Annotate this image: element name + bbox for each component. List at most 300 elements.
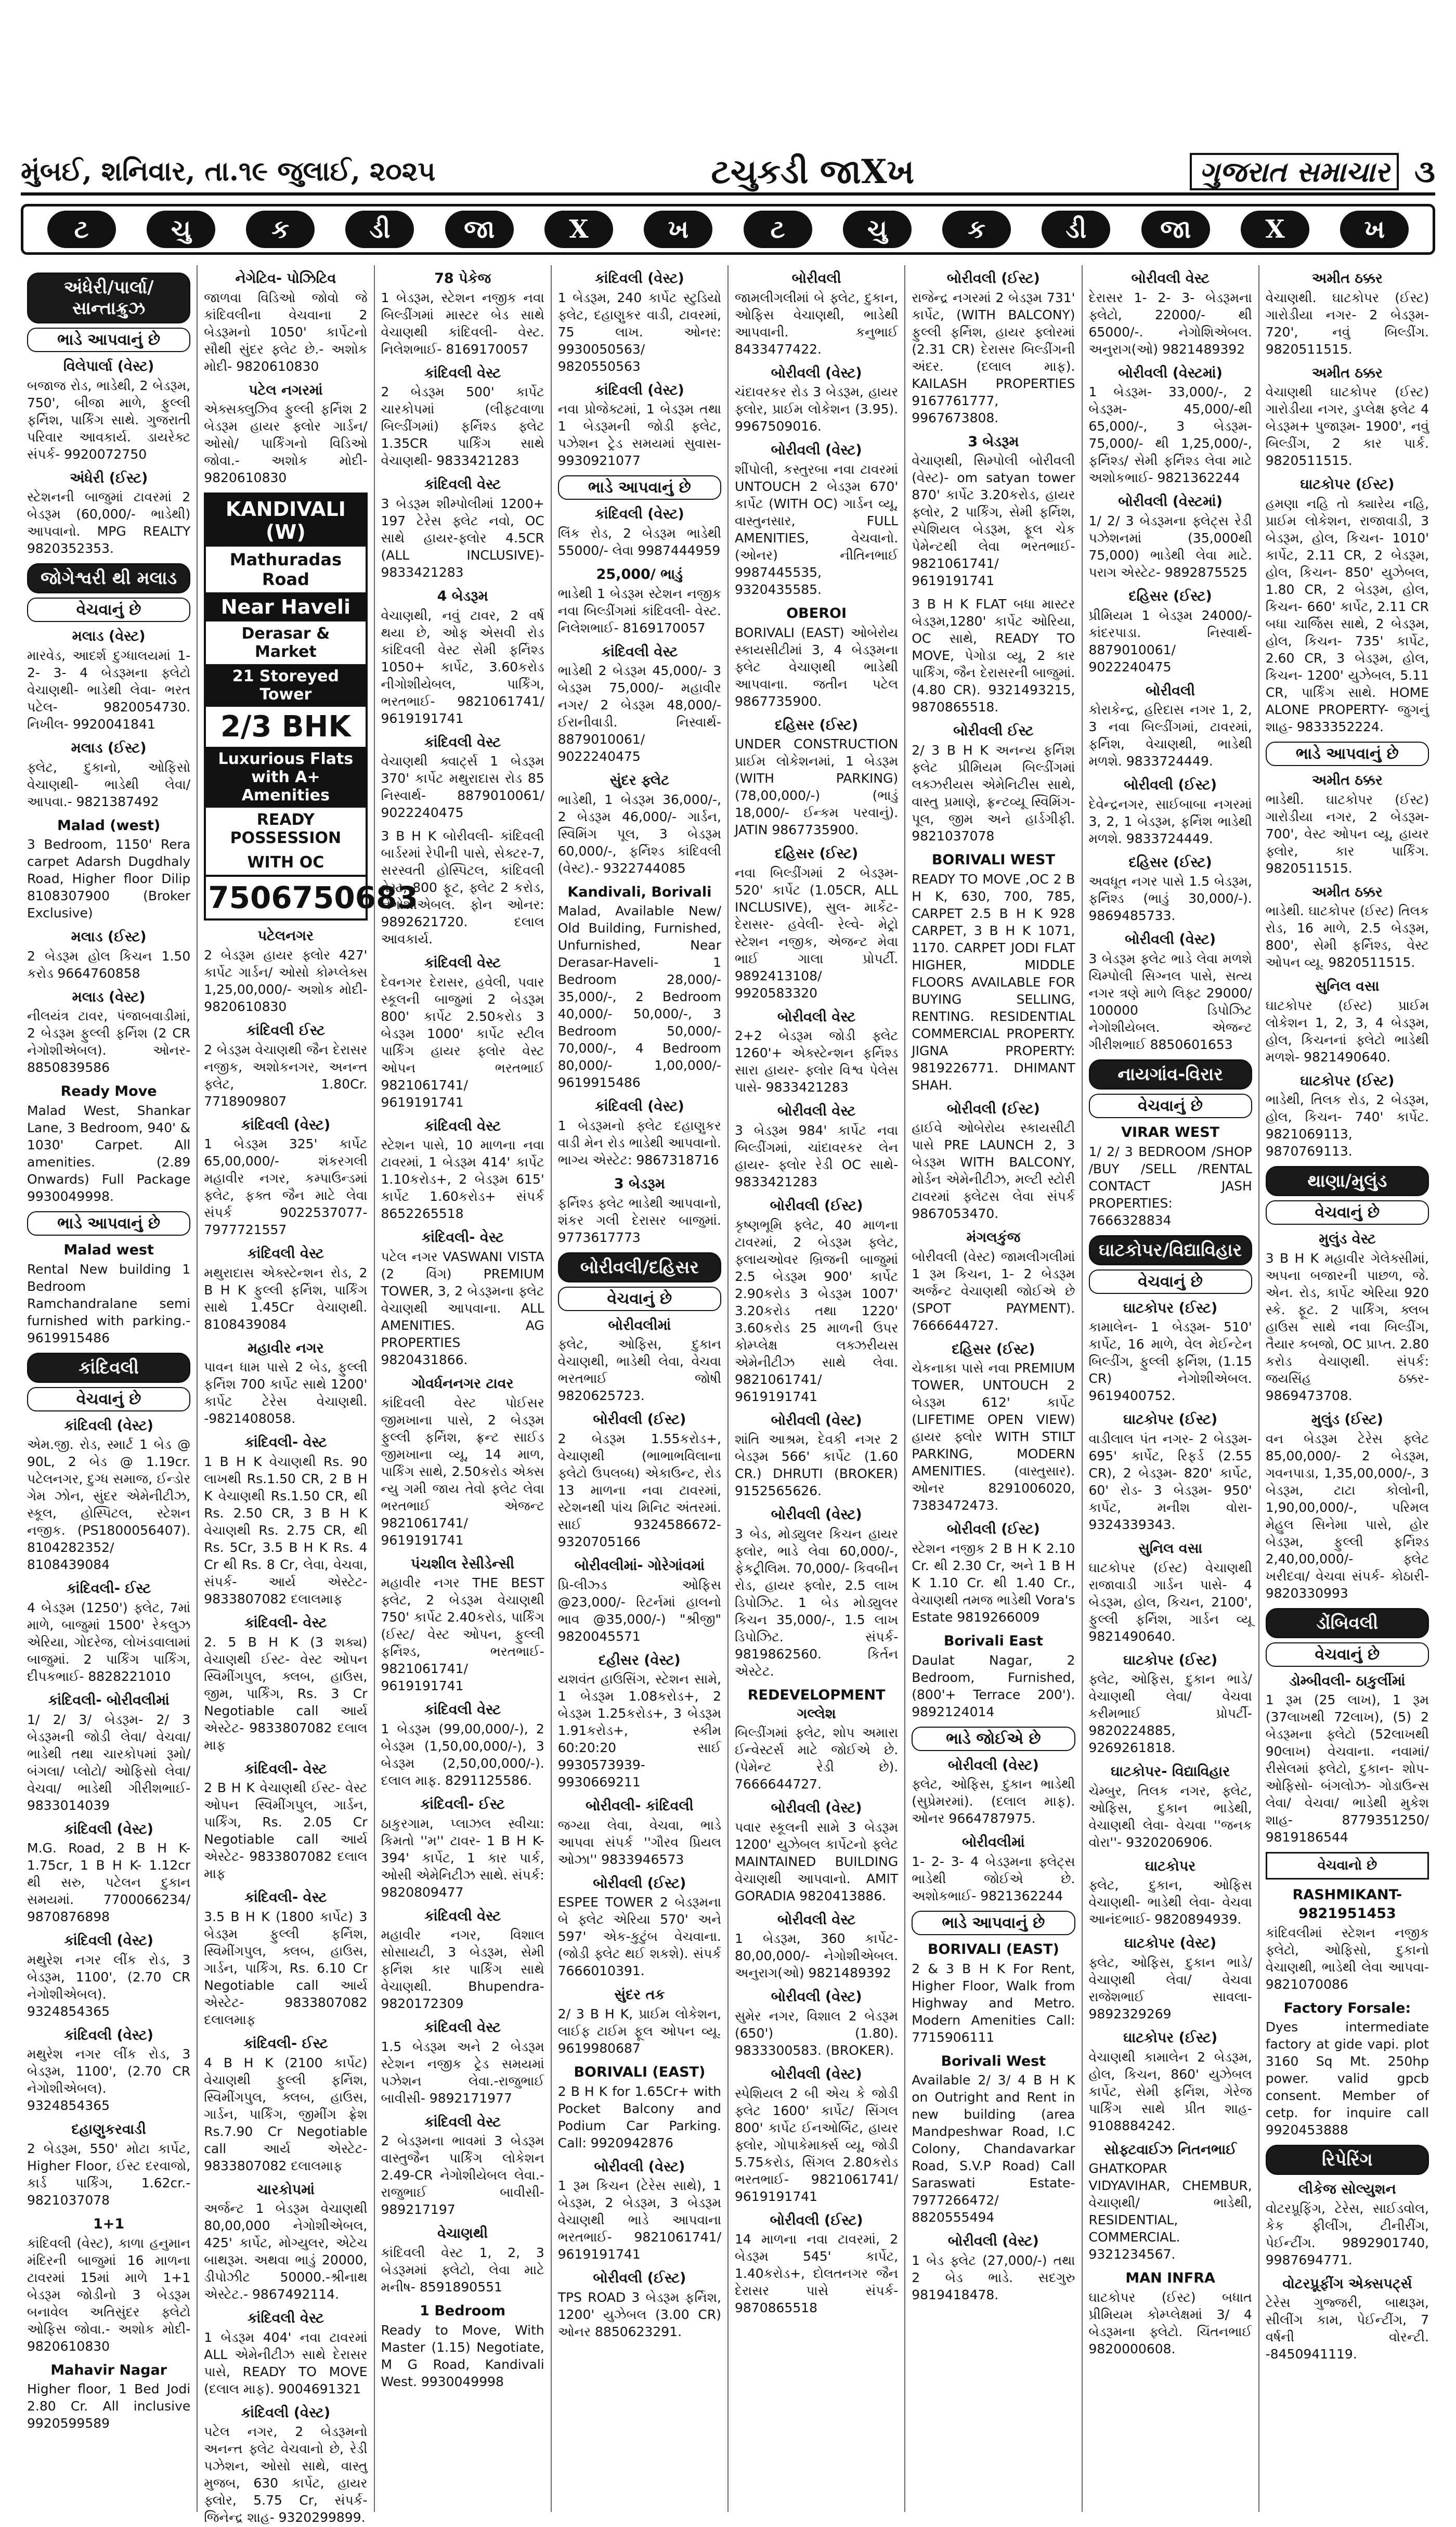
classified-ad xyxy=(912,433,1075,590)
ad-text: GHATKOPAR VIDYAVIHAR, CHEMBUR, વેચાણથી/ ભાડેથી, RESIDENTIAL, COMMERCIAL. 9321234567. xyxy=(1088,2161,1252,2262)
ad-text: 3 બેડરૂમ 984' કાર્પેટ નવા બિલ્ડીંગમાં, ચાંદાવરકર લેન હાયર- ફ્લોર રેડી OC સાથે- 9833421283 xyxy=(735,1123,899,1189)
ad-text: 3 બેડરૂમ ફ્લેટ ભાડે લેવા મળશે ચિમ્પોલી સિગ્નલ પાસે, સત્ય નગર ત્રણે માળે લિફ્ટ 29000/ 100000 ડિપોઝિટ નેગોશીયેબલ. એજન્ટ ગીરીશભાઈ 8850601653 xyxy=(1088,951,1252,1052)
ad-text: 3 Bedroom, 1150' Rera carpet Adarsh Dugdhaly Road, Higher floor Dilip 8108307900 (Broker Exclusive) xyxy=(27,837,191,921)
ad-text: પટેલ નગર VASWANI VISTA (2 વિંગ) PREMIUM TOWER, 3, 2 બેડરૂમના ફ્લેટ વેચાણથી આપવાના. ALL AMENITIES. AG PROPERTIES 9820431866. xyxy=(381,1249,544,1367)
classified-ad xyxy=(381,1375,544,1549)
ad-text: ભાડેથી. ઘાટકોપર (ઈસ્ટ) તિલક રોડ, 16 માળે, 2.5 બેડરૂમ, 800', સેમી ફર્નિશ્ડ, વેસ્ટ ઓપન વ્યૂ. 9820511515. xyxy=(1265,903,1429,970)
ad-heading: બોરીવલી (ઈસ્ટ) xyxy=(593,2270,686,2287)
ad-heading: કાંદિવલી (વેસ્ટ) xyxy=(64,1417,154,1434)
classified-ad xyxy=(381,1907,544,2013)
section-title: રિપેરિંગ xyxy=(1266,2145,1429,2175)
classified-ad xyxy=(381,475,544,581)
ad-text: વેચાણથી, નવું ટાવર, 2 વર્ષ થયા છે, ઓફ એસવી રોડ કાંદિવલી વેસ્ટ સેમી ફર્નિશ્ડ 1050+ કાર્પેટ, 3.60કરોડ નીગોશીયેબલ, પાર્કિંગ, ભરતભાઈ- 9821061741/ 9619191741 xyxy=(381,607,544,726)
column-3 xyxy=(374,265,551,2512)
classified-ad xyxy=(204,1614,367,1754)
classified-ad xyxy=(381,2302,544,2390)
ad-heading: કાંદિવલી વેસ્ટ xyxy=(424,365,501,381)
classified-ad xyxy=(558,1557,721,1645)
ad-text: Daulat Nagar, 2 Bedroom, Furnished, (800'+ Terrace 200'). 9892124014 xyxy=(912,1652,1075,1719)
ad-text: 1 બેડરૂમ 404' નવા ટાવરમાં ALL એમેનીટીઝ સાથે દેરાસર પાસે, READY TO MOVE (દલાલ માફ). 9004691321 xyxy=(204,2329,368,2396)
banner-letter: ડી xyxy=(1042,211,1110,248)
ad-text: 1 બેડરૂમ 325' કાર્પેટ 65,00,000/- શંકરગલી મહાવીર નગર, કમ્પાઉન્ડમાં ફ્લેટ, ફક્ત જૈન માટે લેવા સંપર્ક 9022537077- 7977721557 xyxy=(204,1136,368,1238)
banner-letter: ટ xyxy=(47,211,116,248)
ad-text: એક્સક્લુઝિવ ફુલ્લી ફર્નિશ 2 બેડરૂમ હાયર ફ્લોર ગાર્ડન/ ઓસો/ પાર્કિંગનો વિડિઓ જોવા.- અશોક મોદી- 9820610830 xyxy=(204,401,368,486)
ad-text: 3 બેડ, મોડ્યુલર કિચન હાયર ફ્લોર, ભાડે લેવા 60,000/-, ફેકટ્રીલિમ. 70,000/- કિવબીન રોડ, હાયર ફ્લોર, 2.5 લાખ ડિપોઝિટ. 1 બેડ મોડ્યુલર કિચન 35,000/-, 1.5 લાખ ડિપોઝિટ. સંપર્ક- 9819862560. કિર્તન એસ્ટેટ. xyxy=(735,1526,899,1679)
ad-heading: કાંદિવલી- વેસ્ટ xyxy=(244,1889,327,1906)
column-6 xyxy=(904,265,1081,2512)
classified-ad xyxy=(27,739,190,810)
ad-heading: BORIVALI WEST xyxy=(931,851,1055,868)
classified-ad xyxy=(912,1520,1075,1626)
ad-text: 1 રૂમ (25 લાખ), 1 રૂમ (37લાખથી 72લાખ), (5) 2 બેડરૂમના ફ્લેટો (52લાખથી 90લાખ) વેચવાના. નવામાં/ રીસેલમાં ફ્લેટો, દુકાન- શોપ- ઓફિસો- બંગલોઝ- ગોડાઉન્સ લેવા/ વેચવા/ ભાડેથી મુકેશ શાહ- 8779351250/ 9819186544 xyxy=(1265,1692,1429,1845)
classified-ad xyxy=(735,1911,898,1982)
ad-text: ટેરેસ ગુજ્જરી, બાથરૂમ, સીલીંગ કામ, પેઈન્ટીંગ, 7 વર્ષની વોરન્ટી. -8450941119. xyxy=(1265,2295,1429,2362)
display-ad-line1: KANDIVALI (W) xyxy=(206,495,365,547)
ad-text: શાંતિ આશ્રમ, દેવકી નગર 2 બેડરૂમ 566' કાર્પેટ (1.60 CR.) DHRUTI (BROKER) 9152565626. xyxy=(735,1432,899,1499)
ad-heading: બોરીવલી (ઈસ્ટ) xyxy=(770,1198,863,1214)
ad-text: 1 રૂમ કિચન (ટેરેસ સાથે), 1 બેડરૂમ, 2 બેડરૂમ, 3 બેડરૂમ વેચાણથી ભાડે આપવાના ભરતભાઈ- 9821061741/ 9619191741 xyxy=(557,2178,721,2262)
ad-text: વોટરપ્રૂફિંગ, ટેરેસ, સાઈડવોલ, કેક ફીલીંગ, ટીનીરીંગ, પેઈન્ટીંગ. 9892901740, 9987694771. xyxy=(1265,2200,1429,2267)
classified-ad xyxy=(735,1686,898,1793)
ad-text: જગ્યા લેવા, વેચવા, ભાડે આપવા સંપર્ક ''ગૌરવ પ્રિયલ ઓઝા'' 9833946573 xyxy=(557,1817,721,1867)
ad-text: 1 બેડરૂમ- 33,000/-, 2 બેડરૂમ- 45,000/-થી 65,000/-, 3 બેડરૂમ- 75,000/- થી 1,25,000/-, ફર્નિશ્ડ/ સેમી ફર્નિશ્ડ લેવા માટે અશોકભાઈ- 9821362244 xyxy=(1088,384,1252,486)
ad-heading: મલાડ (વેસ્ટ) xyxy=(72,628,146,645)
ad-text: 1 બેડરૂમ, 240 કાર્પેટ સ્ટુડિયો ફ્લેટ, દહાણુકર વાડી, ટાવરમાં, 75 લાખ. ઓનર: 9930050563/ 9820550563 xyxy=(557,290,721,374)
ad-text: Malad, Available New/ Old Building, Furnished, Unfurnished, Near Derasar-Haveli- 1 Bedroom 28,000/- 35,000/-, 2 Bedroom 40,000/- 50,000/-, 3 Bedroom 50,000/- 70,000/-, 4 Bedroom 80,000/- 1,00,000/- 9619915486 xyxy=(557,903,721,1091)
ad-heading: બોરીવલી xyxy=(791,270,841,287)
ad-text: દેવનગર દેરાસર, હવેલી, પવાર સ્કૂલની બાજુમાં 2 બેડરૂમ 800' કાર્પેટ 2.50કરોડ 3 બેડરૂમ 1000' કાર્પેટ સ્ટીલ પાર્કિંગ હાયર ફ્લોર વેસ્ટ ઓપન ભરતભાઈ 9821061741/ 9619191741 xyxy=(381,974,544,1110)
ad-heading: બોરીવલી (વેસ્ટ) xyxy=(594,2158,685,2175)
classified-ad xyxy=(381,1701,544,1789)
ad-text: READY TO MOVE ,OC 2 B H K, 630, 700, 785, CARPET 2.5 B H K 928 CARPET, 3 B H K 1071, 1170. CARPET JODI FLAT HIGHER, MIDDLE FLOORS AVAILABLE FOR BUYING SELLING, RENTING. RESIDENTIAL COMMERCIAL PROPERTY. JIGNA PROPERTY: 9819226771. DHIMANT SHAH. xyxy=(912,871,1075,1093)
ad-text: Rental New building 1 Bedroom Ramchandralane semi furnished with parking.- 9619915486 xyxy=(27,1261,191,1345)
ad-text: 3.5 B H K (1800 કાર્પેટ) 3 બેડરૂમ ફુલ્લી ફર્નિશ, સ્વિમીંગપુલ, ક્લબ, હાઉસ, ગાર્ડન, પાર્કિંગ, Rs. 6.10 Cr Negotiable call આર્ય એસ્ટેટ- 9833807082 દલાલમાફ xyxy=(204,1909,368,2027)
ad-heading: દહીસર (વેસ્ટ) xyxy=(598,1652,681,1668)
ad-heading: પંચશીલ રેસીડેન્સી xyxy=(411,1556,515,1572)
ad-heading: કાંદિવલી (વેસ્ટ) xyxy=(241,2404,331,2421)
ad-heading: કાંદિવલી- વેસ્ટ xyxy=(244,1434,327,1451)
ad-text: મહાવીર નગર, વિશાલ સોસાયટી, 3 બેડરૂમ, સેમી ફર્નિશ કાર પાર્કિંગ સાથે વેચાણથી. Bhupendra- 9820172309 xyxy=(381,1927,544,2012)
ad-text: કાંદિવલી વેસ્ટ 1, 2, 3 બેડરૂમમાં ફ્લેટો, લેવા માટે મનીષ- 8591890551 xyxy=(381,2245,544,2295)
ad-text: નવા બિલ્ડીંગમાં 2 બેડરૂમ- 520' કાર્પેટ (1.05CR, ALL INCLUSIVE), સુલ- માર્કેટ- દેરાસર- હવેલી- રેલ્વે- મેટ્રો સ્ટેશન નજીક, એજન્ટ મેવા ભાઈ ગાલા પ્રોપર્ટી. 9892413108/ 9920583320 xyxy=(735,865,899,1001)
classified-ad xyxy=(27,817,190,922)
ad-heading: વિલેપાર્લા (વેસ્ટ) xyxy=(63,358,154,374)
ad-text: 2+2 બેડરૂમ જોડી ફ્લેટ 1260'+ એક્સ્ટેન્શન ફર્નિશ્ડ સારા હાયર- ફ્લોર વિશ્વ પેલેસ પાસે- 9833421283 xyxy=(735,1028,899,1095)
classified-ad xyxy=(735,845,898,1002)
classified-ad xyxy=(1089,2029,1252,2134)
ad-heading: Malad (west) xyxy=(57,817,161,834)
ad-heading: Kandivali, Borivali xyxy=(567,884,712,900)
ad-heading: કાંદિવલી વેસ્ટ xyxy=(424,2019,501,2036)
section-subtitle: વેચવાનું છે xyxy=(1089,1094,1252,1118)
ad-heading: લીકેજ સોલ્યુશન xyxy=(1298,2181,1396,2198)
ad-text: 1/ 2/ 3/ બેડરૂમ- 2/ 3 બેડરૂમની જોડી લેવા/ વેચવા/ ભાડેથી તથા ચારકોપમાં રૂમો/ બંગલા/ પ્લોટો/ ઓફિસો લેવા/ વેચવા/ ભાડેથી ગીરીશભાઈ- 9833014039 xyxy=(27,1712,191,1813)
classified-ad xyxy=(558,1797,721,1868)
classified-ad xyxy=(912,1632,1075,1720)
banner-letter: ચુ xyxy=(843,211,912,248)
ad-text: 1 બેડરૂમ, 360 કાર્પેટ- 80,00,000/- નેગોશીએબલ. અનુરાગ(ઓ) 9821489392 xyxy=(735,1931,899,1981)
ad-heading: ચારકોપમાં xyxy=(256,2181,315,2198)
ad-heading: કાંદિવલી વેસ્ટ xyxy=(424,1702,501,1718)
classified-ad xyxy=(204,2181,367,2303)
classified-ad xyxy=(912,851,1075,1094)
ad-text: 1- 2- 3- 4 બેડરૂમના ફ્લેટ્સ ભાડેથી જોઈએ છે. અશોકભાઈ- 9821362244 xyxy=(912,1854,1075,1903)
classified-ad xyxy=(27,1082,190,1205)
ad-heading: ઘાટકોપર (ઈસ્ટ) xyxy=(1123,1652,1218,1668)
ad-heading: બોરીવલી (વેસ્ટ) xyxy=(771,365,862,381)
column-7 xyxy=(1082,265,1258,2512)
classified-ad xyxy=(1089,1763,1252,1851)
ad-text: પટેલ નગર, 2 બેડરૂમનો અનન્ત ફ્લેટ વેચવાનો છે, રેડી પઝેશન, ઓસો સાથે, વાસ્તુ મુજબ, 630 કાર્પેટ, હાયર ફ્લોર, 5.75 Cr, સંપર્ક- જિનેન્દ્ર શાહ- 9320299899. xyxy=(204,2424,368,2525)
display-ad-phone: 7506750683 xyxy=(206,875,365,918)
classified-ad xyxy=(381,587,544,727)
classified-ad xyxy=(558,1651,721,1791)
section-header xyxy=(1089,1059,1252,1118)
classified-ad xyxy=(27,1241,190,1346)
ad-text: કામાલેન- 1 બેડરૂમ- 510' કાર્પેટ, 16 માળે, વેલ મેઈન્ટેન બિલ્ડીંગ, ફુલ્લી ફર્નિશ, (1.15 CR) નેગોશીએબલ. 9619400752. xyxy=(1088,1319,1252,1404)
ad-text: યશવંત હાઉસિંગ, સ્ટેશન સામે, 1 બેડરૂમ 1.08કરોડ+, 2 બેડરૂમ 1.25કરોડ+, 3 બેડરૂમ 1.91કરોડ+, સ્કીમ 60:20:20 સાઈ 9930573939- 9930669211 xyxy=(557,1671,721,1790)
ad-text: વેચાણથી. ઘાટકોપર (ઈસ્ટ) ગારોડીયા નગર- 2 બેડરૂમ- 720', નવું બિલ્ડીંગ. 9820511515. xyxy=(1265,290,1429,357)
classified-ad xyxy=(735,269,898,358)
ad-heading: બોરીવલી (ઈસ્ટ) xyxy=(946,1100,1040,1117)
classified-ad xyxy=(1266,977,1429,1066)
ad-heading: બોરીવલી (ઈસ્ટ) xyxy=(1124,777,1217,794)
ad-text: 2 બેડરૂમ હોલ કિચન 1.50 કરોડ 9664760858 xyxy=(27,948,191,981)
ad-heading: મલાડ (ઈસ્ટ) xyxy=(71,740,147,756)
ad-heading: Borivali West xyxy=(941,2053,1046,2069)
ad-text: મથુરાદાસ એક્સ્ટેન્શન રોડ, 2 B H K ફુલ્લી ફર્નિશ, પાર્કિંગ સાથે 1.45Cr વેચાણથી. 8108439084 xyxy=(204,1265,368,1332)
classified-ad xyxy=(204,1433,367,1608)
classified-ad xyxy=(204,269,367,375)
classified-ad xyxy=(1266,1230,1429,1404)
section-subtitle: વેચવાનું છે xyxy=(1266,1200,1429,1225)
ad-text: ઘાટકોપર (ઈસ્ટ) વેચાણથી રાજાવાડી ગાર્ડન પાસે- 4 બેડરૂમ, હોલ, કિચન, 2100', ફુલ્લી ફર્નિશ, ગાર્ડન વ્યૂ 9821490640. xyxy=(1088,1560,1252,1644)
ad-heading: વેચાણથી xyxy=(437,2225,488,2242)
ad-heading: કાંદિવલી વેસ્ટ xyxy=(424,2114,501,2130)
ad-heading: અમીત ઠક્કર xyxy=(1311,365,1383,381)
section-header xyxy=(1266,742,1429,766)
classified-ad xyxy=(1089,269,1252,358)
ad-text: 2 બેડરૂમના ભાવમાં 3 બેડરૂમ વાસ્તુજૈન પાર્કિંગ લોકેશન 2.49-CR નેગોશીયેબલ લેવા.- રાજુભાઈ બાવીસી- 989217197 xyxy=(381,2133,544,2218)
ad-heading: બોરીવલી (ઈસ્ટ) xyxy=(593,1411,686,1428)
ad-heading: કાંદિવલી- વેસ્ટ xyxy=(244,1615,327,1631)
ad-heading: કાંદિવલી વેસ્ટ xyxy=(424,476,501,493)
section-title: અંધેરી/પાર્લા/સાન્તાક્રુઝ xyxy=(27,273,190,323)
ad-text: ફર્નિશ્ડ ફ્લેટ ભાડેથી આપવાનો, શંકર ગલી દેરાસર બાજુમાં. 9773617773 xyxy=(557,1195,721,1245)
classified-ad xyxy=(558,1175,721,1246)
ad-text: પ્રિ-લીઝ્ડ ઓફિસ @23,000/- રિટર્નમાં હાલનો ભાવ @35,000/-) "શ્રીજી" 9820045571 xyxy=(557,1577,721,1644)
classified-ad xyxy=(735,716,898,839)
ad-heading: Factory Forsale: xyxy=(1283,2000,1411,2016)
section-title: જોગેશ્વરી થી મલાડ xyxy=(27,563,190,593)
ad-heading: 3 બેડરૂમ xyxy=(614,1176,665,1192)
classified-ad xyxy=(27,1820,190,1926)
ad-heading: દહિસર (ઈસ્ટ) xyxy=(1128,588,1212,604)
ad-heading: Borivali East xyxy=(943,1633,1043,1649)
ad-heading: કાંદિવલી વેસ્ટ xyxy=(247,1246,324,1262)
ad-heading: બોરીવલી (વેસ્ટ) xyxy=(771,1989,862,2005)
ad-text: વન બેડરૂમ ટેરેસ ફ્લેટ 85,00,000/- 2 બેડરૂમ, ગવનપાડા, 1,35,00,000/-, 3 બેડરૂમ, ટાટા કોલોની, 1,90,00,000/-, પરિમલ મેહુલ સિનેમા પાસે, હોર બેડરૂમ, ફુલ્લી ફર્નિશ્ડ 2,40,00,000/- ફ્લેટ ખરીદવા/ વેચવા સંપર્ક- કોઠારી- 9820330993 xyxy=(1265,1431,1429,1601)
column-8 xyxy=(1258,265,1435,2512)
classified-ad xyxy=(204,2309,367,2398)
ad-heading: Malad west xyxy=(63,1242,154,1258)
classified-ad xyxy=(1089,682,1252,770)
ad-text: ચેમ્બુર, તિલક નગર, ફ્લેટ, ઓફિસ, દુકાન ભાડેથી, વેચાણથી લેવા- વેચવા ''જનક વોરા''- 9320206906. xyxy=(1088,1783,1252,1850)
classified-ad xyxy=(204,927,367,1015)
ad-text: 1 બેડરૂમ, સ્ટેશન નજીક નવા બિલ્ડીંગમાં માસ્ટર બેડ સાથે વેચાણથી કાંદિવલી- વેસ્ટ. નિલેશભાઈ- 8169170057 xyxy=(381,290,544,357)
ad-heading: કાંદિવલી- ઈસ્ટ xyxy=(66,1580,151,1597)
ad-heading: કાંદિવલી વેસ્ટ xyxy=(601,643,678,660)
section-title: ટચુકડી જાXખ xyxy=(711,152,915,191)
classified-ad xyxy=(735,1102,898,1190)
ad-heading: Ready Move xyxy=(60,1083,157,1100)
ad-heading: કાંદિવલી ઈસ્ટ xyxy=(246,1022,325,1039)
section-header xyxy=(558,1252,721,1311)
ad-heading: Mahavir Nagar xyxy=(50,2362,167,2378)
classified-ad xyxy=(381,1228,544,1368)
ad-text: જાળવા વિડિઓ જોવો જે કાંદિવલીના વેચવાના 2 બેડરૂમનો 1050' કાર્પેટનો સૌથી સુંદર ફ્લેટ છે.- અશોક મોદી- 9820610830 xyxy=(204,290,368,374)
classified-ad xyxy=(27,1417,190,1574)
ad-heading: કાંદિવલી વેસ્ટ xyxy=(247,2310,324,2327)
ad-heading: અમીત ઠક્કર xyxy=(1311,270,1383,287)
classified-ad xyxy=(558,565,721,637)
section-subtitle: વેચવાનું છે xyxy=(1089,1269,1252,1294)
classified-ad xyxy=(735,604,898,710)
ad-heading: બોરીવલીમાં- ગોરેગાંવમાં xyxy=(574,1557,705,1574)
section-subtitle: વેચવાનું છે xyxy=(1266,1642,1429,1667)
ad-heading: બોરીવલી (વેસ્ટ) xyxy=(771,1800,862,1817)
ad-text: 2/ 3 B H K અનન્ય ફર્નિશ ફ્લેટ પ્રીમિયમ બિલ્ડીંગમાં લક્ઝરીયસ એમેનિટીસ સાથે, વાસ્તુ પ્રમાણે, ફ્રન્ટવ્યૂ સ્વિમિંગ- પૂલ, જીમ અને હાર્ડગીફી. 9821037078 xyxy=(912,742,1075,844)
classified-ad xyxy=(912,1100,1075,1223)
ad-heading: કાંદિવલી (વેસ્ટ) xyxy=(594,382,684,398)
ad-text: એમ.જી. રોડ, સ્માર્ટ 1 બેડ @ 90L, 2 બેડ @ 1.19cr. પટેલનગર, દુગ્ધ સમાજ, ઈન્ડોર ગેમ ઝોન, સુંદર એમેનીટીઝ, સ્કૂલ, હોસ્પિટલ, સ્ટેશન નજીક. (PS1800056407). 8104282352/ 8108439084 xyxy=(27,1437,191,1573)
classified-ad xyxy=(735,364,898,435)
ad-text: રાજેન્દ્ર નગરમાં 2 બેડરૂમ 731' કાર્પેટ, (WITH BALCONY) ફુલ્લી ફર્નિશ, હાયર ફ્લોરમાં (2.31 CR) દેરાસર બિલ્ડીંગની અંદર. (દલાલ માફ). KAILASH PROPERTIES 9167761777, 9967673808. xyxy=(912,290,1075,425)
ad-heading: બોરીવલી (ઈસ્ટ) xyxy=(770,2212,863,2228)
banner-letter: X xyxy=(1241,211,1309,248)
ad-text: Ready to Move, With Master (1.15) Negotiate, M G Road, Kandivali West. 9930049998 xyxy=(381,2322,544,2389)
classified-ad xyxy=(381,954,544,1111)
ad-text: ભાડેથી, તિલક રોડ, 2 બેડરૂમ, હોલ, કિચન- 740' કાર્પેટ. 9821069113, 9870769113. xyxy=(1265,1092,1429,1159)
display-ad-line9: WITH OC xyxy=(247,853,324,872)
ad-heading: 78 પેકેજ xyxy=(434,270,491,287)
section-title: ઘાટકોપર/વિદ્યાવિહાર xyxy=(1089,1235,1252,1265)
ad-heading: દહિસર (ઈસ્ટ) xyxy=(1128,854,1212,871)
section-header xyxy=(912,1727,1075,1751)
ad-heading: બોરીવલી (વેસ્ટ) xyxy=(771,2066,862,2082)
ad-heading: સુનિલ વસા xyxy=(1315,978,1380,995)
ad-text: લિંક રોડ, 2 બેડરૂમ ભાડેથી 55000/- લેવા 9987444959 xyxy=(557,525,721,558)
ad-heading: બોરીવલી ઈસ્ટ xyxy=(953,723,1034,740)
ad-text: બજાજ રોડ, ભાડેથી, 2 બેડરૂમ, 750', બીજા માળે, ફુલ્લી ફર્નિશ, પાર્કિંગ સાથે. ગુજરાતી પરિવાર આવકાર્ય. ડાયરેક્ટ સંપર્ક- 9920072750 xyxy=(27,378,191,462)
classified-ad xyxy=(204,1116,367,1239)
ad-text: સુમેર નગર, વિશાલ 2 બેડરૂમ (650') (1.80). 9833300583. (BROKER). xyxy=(735,2008,899,2058)
ad-heading: મહાવીર નગર xyxy=(248,1340,324,1356)
classified-ad xyxy=(912,722,1075,845)
ad-heading: બોરીવલી xyxy=(1146,682,1195,699)
classified-ad xyxy=(1089,1651,1252,1757)
ad-heading: બોરીવલીમાં xyxy=(962,1834,1025,1851)
ad-heading: બોરીવલી (ઈસ્ટ) xyxy=(946,270,1040,287)
classified-ad xyxy=(1089,930,1252,1053)
ad-text: ફ્લેટ, દુકાનો, ઓફિસો વેચાણથી- ભાડેથી લેવા/ આપવા.- 9821387492 xyxy=(27,759,191,809)
classified-ad xyxy=(912,2232,1075,2303)
ad-heading: કાંદિવલી- બોરીવલીમાં xyxy=(48,1692,170,1708)
classified-ad xyxy=(381,269,544,358)
ad-text: દેવેન્દ્રનગર, સાઈબાબા નગરમાં 3, 2, 1 બેડરૂમ, ફર્નિશ ભાડેથી મળશે. 9833724449. xyxy=(1088,796,1252,846)
ad-heading: ઘાટકોપર (ઈસ્ટ) xyxy=(1123,1411,1218,1428)
ad-text: ઠાકુરગામ, પ્લાઝલ સ્વીચા: કિમતો ''મ'' ટાવર- 1 B H K- 394' કાર્પેટ, 1 કાર પાર્ક, ઓસી એમેનિટીઝ સાથે. સંપર્ક: 9820809477 xyxy=(381,1816,544,1900)
classified-ad xyxy=(558,381,721,470)
page-number: ૩ xyxy=(1414,153,1435,190)
display-ad-line8: READY POSSESSION xyxy=(230,811,342,848)
ad-text: સ્ટેશન પાસે, 10 માળના નવા ટાવરમાં, 1 બેડરૂમ 414' કાર્પેટ 1.10કરોડ+, 2 બેડરૂમ 615' કાર્પેટ 1.60કરોડ+ સંપર્ક 8652265518 xyxy=(381,1137,544,1222)
banner-letter: X xyxy=(544,211,613,248)
ad-heading: ઘાટકોપર (ઈસ્ટ) xyxy=(1123,2030,1218,2046)
ad-text: મથુરેશ નગર લીંક રોડ, 3 બેડરૂમ, 1100', (2.70 CR નેગોશીએબલ). 9324854365 xyxy=(27,1952,191,2019)
classified-ad xyxy=(27,2215,190,2355)
ad-heading: બોરીવલી વેસ્ટ xyxy=(777,1911,856,1928)
classified-ad xyxy=(204,1339,367,1428)
ad-heading: મલાડ (વેસ્ટ) xyxy=(72,989,146,1005)
ad-heading: RASHMIKANT- 9821951453 xyxy=(1292,1887,1402,1922)
classified-ad xyxy=(204,2034,367,2174)
classified-ad xyxy=(204,1021,367,1110)
ad-text: 2 બેડરૂમ, 550' મોટા કાર્પેટ, Higher Floor, ઈસ્ટ દરવાજો, કાર્ડ પાર્કિંગ, 1.62cr.- 9821037078 xyxy=(27,2141,191,2208)
banner-letter: જા xyxy=(1141,211,1210,248)
classified-ad xyxy=(27,2026,190,2115)
ad-text: અવધૂત નગર પાસે 1.5 બેડરૂમ, ફર્નિશ્ડ (ભાડું 30,000/-). 9869485733. xyxy=(1088,874,1252,924)
ad-heading: અમીત ઠક્કર xyxy=(1311,884,1383,900)
ad-text: ફ્લેટ, ઓફિસ, દુકાન ભાડે/ વેચાણથી લેવા/ વેચવા રાજેશભાઈ સાવલા- 9892329269 xyxy=(1088,1955,1252,2021)
ad-text: દેરાસર 1- 2- 3- બેડરૂમના ફ્લેટો, 22000/- થી 65000/-. નેગોશિએબલ. અનુરાગ(ઓ) 9821489392 xyxy=(1088,290,1252,357)
banner-letter: ક xyxy=(942,211,1011,248)
banner-letter: ચુ xyxy=(147,211,215,248)
ad-heading: વોટરપ્રૂફીંગ એક્સપર્ટ્સ xyxy=(1282,2275,1412,2292)
section-subtitle: વેચવાનું છે xyxy=(27,1387,190,1411)
ad-heading: કાંદિવલી (વેસ્ટ) xyxy=(594,1098,684,1115)
ad-heading: દહિસર (ઈસ્ટ) xyxy=(775,717,859,733)
section-subtitle: ભાડે આપવાનું છે xyxy=(558,475,721,500)
classified-ad xyxy=(558,1410,721,1550)
ad-text: કોરાકેન્દ્ર, હરિદાસ નગર 1, 2, 3 નવા બિલ્ડીંગમાં, ટાવરમાં, ફર્નિશ, વેચાણથી, ભાડેથી મળશે. 9833724449. xyxy=(1088,702,1252,769)
ad-heading: કાંદિવલી- વેસ્ટ xyxy=(244,1760,327,1777)
classified-ad xyxy=(381,2018,544,2107)
section-header xyxy=(1089,1235,1252,1294)
classified-ad xyxy=(1089,1299,1252,1405)
column-5 xyxy=(727,265,904,2512)
classified-ad xyxy=(381,1555,544,1695)
classified-ad xyxy=(27,928,190,982)
ad-text: કૃષ્ણભૂમિ ફ્લેટ, 40 માળના ટાવરમાં, 2 બેડરૂમ ફ્લેટ, ફ્લાયઓવર બ્રિજની બાજુમાં 2.5 બેડરૂમ 900' કાર્પેટ 2.90કરોડ 3 બેડરૂમ 1007' 3.20કરોડ તથા 1220' 3.60કરોડ 25 માળની ઉપર કોમ્પ્લેક્ષ લક્ઝરીયસ એમેનીટીઝ સાથે લેવા. 9821061741/ 9619191741 xyxy=(735,1217,899,1404)
ad-text: BORIVALI (EAST) ઓબેરોય સ્કાયસીટીમાં 3, 4 બેડરૂમના ફ્લેટ વેચાણથી ભાડેથી આપવાના. જતીન પટેલ 9867735900. xyxy=(735,625,899,709)
ad-heading: કાંદિવલી વેસ્ટ xyxy=(424,1908,501,1924)
ad-heading: કાંદિવલી (વેસ્ટ) xyxy=(64,1933,154,1949)
ad-text: વેચાણથી કામાલેન 2 બેડરૂમ, હોલ, કિચન, 860' યુઝેબલ કાર્પેટ, સેમી ફર્નિશ, ગેરેજ પાર્કિંગ સાથે પ્રીત શાહ- 9108884242. xyxy=(1088,2049,1252,2133)
ad-text: મારવેડ, આદર્શ દુગ્ધાલયમાં 1- 2- 3- 4 બેડરૂમના ફ્લેટો વેચાણથી- ભાડેથી લેવા- ભરત પટેલ- 9820054730. નિખીલ- 9920041841 xyxy=(27,647,191,732)
classified-ad xyxy=(204,381,367,487)
classified-ad xyxy=(558,1986,721,2057)
ad-heading: બોરીવલી (વેસ્ટ) xyxy=(771,442,862,459)
classified-ad xyxy=(558,505,721,559)
classified-ad xyxy=(381,364,544,470)
classified-ad xyxy=(735,2211,898,2317)
classified-ad xyxy=(1089,853,1252,925)
ad-text: વાડીલાલ પંત નગર- 2 બેડરૂમ- 695' કાર્પેટ, રિફર્ડ (2.55 CR), 2 બેડરૂમ- 820' કાર્પેટ, 60' રોડ- 3 બેડરૂમ- 950' કાર્પેટ, મનીશ વોરા- 9324339343. xyxy=(1088,1431,1252,1532)
ad-heading: કાંદિવલી (વેસ્ટ) xyxy=(594,506,684,523)
ad-text: Available 2/ 3/ 4 B H K on Outright and Rent in new building (area Mandpeshwar Road, I.C Colony, Chandavarkar Road, S.V.P Road) Call Saraswati Estate- 7977266472/ 8820555494 xyxy=(912,2072,1075,2225)
classified-ad xyxy=(1089,2269,1252,2357)
ad-text: હાઈવે ઓબેરોય સ્કાયસીટી પાસે PRE LAUNCH 2, 3 બેડરૂમ WITH BALCONY, મોર્ડન એમેનીટીઝ, મલ્ટી સ્ટોરી ટાવરમાં ફ્લેટસ લેવા સંપર્ક 9867053470. xyxy=(912,1120,1075,1222)
ad-heading: VIRAR WEST xyxy=(1121,1124,1220,1141)
ad-heading: મંગલકુંજ xyxy=(966,1229,1021,1246)
section-header xyxy=(27,563,190,622)
classified-ad xyxy=(1266,1410,1429,1602)
classified-ad xyxy=(558,771,721,877)
section-subtitle: ભાડે આપવાનું છે xyxy=(912,1911,1075,1935)
section-subtitle: ભાડે આપવાનું છે xyxy=(27,328,190,352)
ad-heading: કાંદિવલી વેસ્ટ xyxy=(424,734,501,750)
classified-ad xyxy=(558,269,721,375)
ad-heading: અમીત ઠક્કર xyxy=(1311,772,1383,788)
ad-heading: ઘાટકોપર (વેસ્ટ) xyxy=(1124,1935,1217,1952)
ad-text: બોરીવલી (વેસ્ટ) જામલીગલીમાં 1 રૂમ કિચન, 1- 2 બેડરૂમ અર્જન્ટ વેચાણથી જોઈએ છે (SPOT PAYMENT). 7666644727. xyxy=(912,1249,1075,1333)
ad-text: પાવન ધામ પાસે 2 બેડ, ફુલ્લી ફર્નિશ 700 કાર્પેટ સાથે 1200' કાર્પેટ ટેરેસ વેચાણથી. -9821408058. xyxy=(204,1359,368,1427)
ad-text: 2 B H K for 1.65Cr+ with Pocket Balcony and Podium Car Parking. Call: 9920942876 xyxy=(557,2083,721,2150)
ad-text: 4 B H K (2100 કાર્પેટ) વેચાણથી ફુલ્લી ફર્નિશ, સ્વિમીંગપુલ, ક્લબ, હાઉસ, ગાર્ડન, પાર્કિંગ, જીમીંગ ફ્રેશ Rs.7.90 Cr Negotiable call આર્ય એસ્ટેટ- 9833807082 દલાલમાફ xyxy=(204,2055,368,2173)
classified-ad xyxy=(1266,771,1429,877)
classified-ad xyxy=(912,595,1075,716)
classified-ad xyxy=(204,1888,367,2028)
section-header xyxy=(1266,2145,1429,2175)
ad-heading: બોરીવલી- કાંદિવલી xyxy=(586,1798,694,1815)
section-subtitle: ભાડે આપવાનું છે xyxy=(27,1211,190,1236)
ad-heading: ડોમ્બીવલી- ઠાકુર્લીમાં xyxy=(1289,1673,1406,1689)
ad-heading: પટેલનગર xyxy=(257,928,314,944)
ad-heading: કાંદિવલી વેસ્ટ xyxy=(424,1118,501,1134)
ad-heading: કાંદિવલી- વેસ્ટ xyxy=(421,1229,504,1246)
ad-heading: મલાડ (ઈસ્ટ) xyxy=(71,929,147,945)
classified-ad xyxy=(1266,883,1429,971)
ad-text: 2/ 3 B H K, પ્રાઈમ લોકેશન, લાઈફ ટાઈમ ફૂલ ઓપન વ્યૂ. 9619980687 xyxy=(557,2006,721,2056)
classified-ad xyxy=(27,469,190,558)
ad-text: કાંદિવલી વેસ્ટ પોઈસર જીમખાના પાસે, 2 બેડરૂમ ફુલ્લી ફર્નિશ, ફ્રન્ટ સાઈડ જીમખાના વ્યૂ, 14 માળ, પાર્કિંગ સાથે, 2.50કરોડ એક્સ ન્યુ ગમી જાય તેવો ફ્લેટ લેવા ભરતભાઈ એજન્ટ 9821061741/ 9619191741 xyxy=(381,1395,544,1548)
ad-text: ચંદાવરકર રોડ 3 બેડરૂમ, હાયર ફ્લોર, પ્રાઈમ લોકેશન (3.95). 9967509016. xyxy=(735,384,899,434)
masthead xyxy=(1190,153,1435,190)
classified-ad xyxy=(912,1756,1075,1828)
display-ad-line5: 21 Storeyed Tower xyxy=(206,664,365,707)
column-4 xyxy=(551,265,727,2512)
ad-text: 1 B H K વેચાણથી Rs. 90 લાખથી Rs.1.50 CR, 2 B H K વેચાણથી Rs.1.50 CR, થી Rs. 2.50 CR, 3 B H K વેચાણથી Rs. 2.75 CR, થી Rs. 5Cr, 3.5 B H K Rs. 4 Cr થી Rs. 8 Cr, લેવા, વેચવા, સંપર્ક- આર્ય એસ્ટેટ- 9833807082 દલાલમાફ xyxy=(204,1454,368,1606)
ad-heading: દહિસર (ઈસ્ટ) xyxy=(775,846,859,862)
page-header xyxy=(21,151,1435,196)
ad-text: સ્ટેશનની બાજુમાં ટાવરમાં 2 બેડરૂમ (60,000/- ભાડેથી) આપવાનો. MPG REALTY 9820352353. xyxy=(27,489,191,556)
classified-ad xyxy=(912,269,1075,426)
classified-ad xyxy=(1089,1123,1252,1229)
section-header xyxy=(1266,1608,1429,1667)
display-ad-line4: Derasar & Market xyxy=(241,625,330,662)
banner-letter: ડી xyxy=(345,211,414,248)
ad-text: TPS ROAD 3 બેડરૂમ ફર્નિશ, 1200' યુઝેબલ (3.00 CR) ઓનર 8850623291. xyxy=(557,2289,721,2339)
classified-ad xyxy=(912,1940,1075,2046)
classified-ad xyxy=(558,1316,721,1405)
ad-text: જામલીગલીમાં બે ફ્લેટ, દુકાન, ઓફિસ વેચાણથી, ભાડેથી આપવાની. કનુભાઈ 8433477422. xyxy=(735,290,899,357)
classified-ad xyxy=(1089,1857,1252,1928)
classified-ad xyxy=(1266,475,1429,735)
ad-heading: દહાણુકરવાડી xyxy=(71,2121,146,2138)
classified-ad xyxy=(558,883,721,1092)
classified-ad xyxy=(1089,2141,1252,2263)
